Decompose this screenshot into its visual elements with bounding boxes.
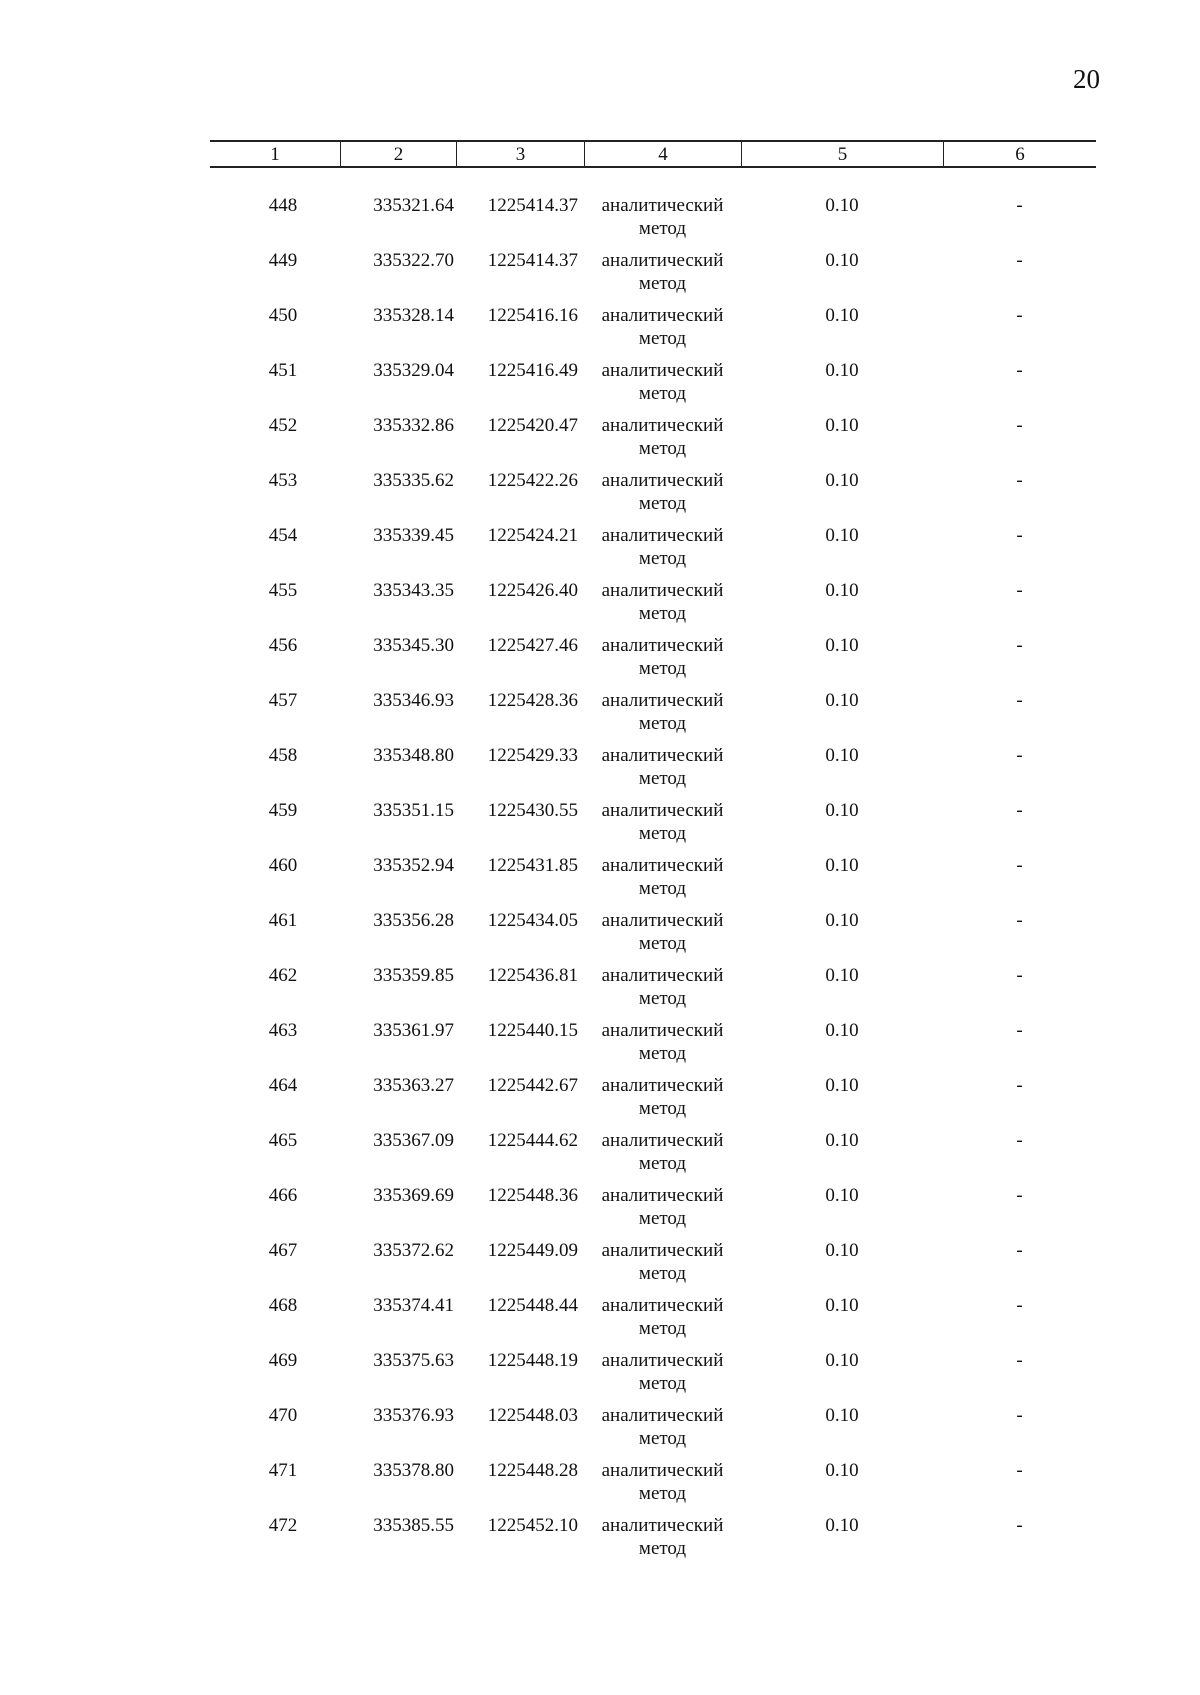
- method-line-1: аналитический: [601, 690, 724, 711]
- x-coordinate-cell: 335345.30: [373, 635, 454, 656]
- point-number-cell: 466: [268, 1185, 298, 1206]
- y-coordinate-cell: 1225452.10: [487, 1515, 578, 1536]
- accuracy-cell: 0.10: [825, 855, 859, 876]
- method-cell: [584, 854, 741, 909]
- table-row: [210, 1239, 1096, 1294]
- method-line-2: метод: [638, 1428, 687, 1449]
- accuracy-cell: 0.10: [825, 415, 859, 436]
- x-coordinate-cell: 335346.93: [373, 690, 454, 711]
- method-line-1: аналитический: [601, 1515, 724, 1536]
- table-row: [210, 359, 1096, 414]
- table-row: [210, 689, 1096, 744]
- note-cell: -: [1016, 855, 1023, 876]
- method-cell: [584, 359, 741, 414]
- method-cell: [584, 964, 741, 1019]
- accuracy-cell: 0.10: [825, 965, 859, 986]
- method-cell: [584, 634, 741, 689]
- table-row: [210, 1459, 1096, 1514]
- x-coordinate-cell: 335356.28: [373, 910, 454, 931]
- method-cell: [584, 469, 741, 524]
- x-coordinate-cell: 335369.69: [373, 1185, 454, 1206]
- method-cell: [584, 909, 741, 964]
- point-number-cell: 459: [268, 800, 298, 821]
- accuracy-cell: 0.10: [825, 1075, 859, 1096]
- note-cell: -: [1016, 360, 1023, 381]
- method-line-1: аналитический: [601, 195, 724, 216]
- method-cell: [584, 799, 741, 854]
- y-coordinate-cell: 1225436.81: [487, 965, 578, 986]
- accuracy-cell: 0.10: [825, 910, 859, 931]
- method-line-2: метод: [638, 1208, 687, 1229]
- note-cell: -: [1016, 1075, 1023, 1096]
- header-cell-3: 3: [456, 142, 584, 166]
- method-line-2: метод: [638, 658, 687, 679]
- table-row: [210, 744, 1096, 799]
- header-cell-4: 4: [584, 142, 741, 166]
- x-coordinate-cell: 335343.35: [373, 580, 454, 601]
- point-number-cell: 456: [268, 635, 298, 656]
- method-line-2: метод: [638, 1263, 687, 1284]
- point-number-cell: 454: [268, 525, 298, 546]
- accuracy-cell: 0.10: [825, 525, 859, 546]
- header-cell-1: 1: [270, 143, 280, 165]
- accuracy-cell: 0.10: [825, 195, 859, 216]
- y-coordinate-cell: 1225449.09: [487, 1240, 578, 1261]
- x-coordinate-cell: 335367.09: [373, 1130, 454, 1151]
- method-line-1: аналитический: [601, 1295, 724, 1316]
- y-coordinate-cell: 1225427.46: [487, 635, 578, 656]
- x-coordinate-cell: 335361.97: [373, 1020, 454, 1041]
- accuracy-cell: 0.10: [825, 1405, 859, 1426]
- method-line-1: аналитический: [601, 1130, 724, 1151]
- y-coordinate-cell: 1225431.85: [487, 855, 578, 876]
- table-row: [210, 249, 1096, 304]
- method-line-2: метод: [638, 1153, 687, 1174]
- point-number-cell: 452: [268, 415, 298, 436]
- method-line-1: аналитический: [601, 1020, 724, 1041]
- method-cell: [584, 1129, 741, 1184]
- y-coordinate-cell: 1225448.03: [487, 1405, 578, 1426]
- note-cell: -: [1016, 525, 1023, 546]
- method-line-2: метод: [638, 273, 687, 294]
- y-coordinate-cell: 1225448.19: [487, 1350, 578, 1371]
- x-coordinate-cell: 335339.45: [373, 525, 454, 546]
- method-line-1: аналитический: [601, 1075, 724, 1096]
- y-coordinate-cell: 1225416.16: [487, 305, 578, 326]
- y-coordinate-cell: 1225424.21: [487, 525, 578, 546]
- method-line-1: аналитический: [601, 470, 724, 491]
- table-row: [210, 799, 1096, 854]
- note-cell: -: [1016, 1460, 1023, 1481]
- x-coordinate-cell: 335378.80: [373, 1460, 454, 1481]
- method-line-2: метод: [638, 768, 687, 789]
- method-line-1: аналитический: [601, 965, 724, 986]
- table-row: [210, 1074, 1096, 1129]
- note-cell: -: [1016, 470, 1023, 491]
- note-cell: -: [1016, 305, 1023, 326]
- method-line-1: аналитический: [601, 250, 724, 271]
- method-line-2: метод: [638, 1373, 687, 1394]
- table-row: [210, 1294, 1096, 1349]
- point-number-cell: 457: [268, 690, 298, 711]
- method-line-2: метод: [638, 1483, 687, 1504]
- note-cell: -: [1016, 910, 1023, 931]
- method-line-1: аналитический: [601, 855, 724, 876]
- note-cell: -: [1016, 1020, 1023, 1041]
- point-number-cell: 460: [268, 855, 298, 876]
- x-coordinate-cell: 335322.70: [373, 250, 454, 271]
- x-coordinate-cell: 335359.85: [373, 965, 454, 986]
- method-cell: [584, 249, 741, 304]
- method-cell: [584, 1019, 741, 1074]
- point-number-cell: 449: [268, 250, 298, 271]
- point-number-cell: 450: [268, 305, 298, 326]
- point-number-cell: 471: [268, 1460, 298, 1481]
- method-cell: [584, 1404, 741, 1459]
- note-cell: -: [1016, 580, 1023, 601]
- note-cell: -: [1016, 250, 1023, 271]
- note-cell: -: [1016, 1295, 1023, 1316]
- note-cell: -: [1016, 415, 1023, 436]
- y-coordinate-cell: 1225420.47: [487, 415, 578, 436]
- accuracy-cell: 0.10: [825, 250, 859, 271]
- point-number-cell: 455: [268, 580, 298, 601]
- method-line-1: аналитический: [601, 525, 724, 546]
- method-cell: [584, 1514, 741, 1569]
- table-row: [210, 194, 1096, 249]
- method-line-2: метод: [638, 1098, 687, 1119]
- point-number-cell: 465: [268, 1130, 298, 1151]
- method-cell: [584, 1459, 741, 1514]
- header-cell-5: 5: [741, 142, 943, 166]
- method-line-2: метод: [638, 218, 687, 239]
- accuracy-cell: 0.10: [825, 305, 859, 326]
- accuracy-cell: 0.10: [825, 800, 859, 821]
- x-coordinate-cell: 335385.55: [373, 1515, 454, 1536]
- method-cell: [584, 1349, 741, 1404]
- y-coordinate-cell: 1225416.49: [487, 360, 578, 381]
- point-number-cell: 470: [268, 1405, 298, 1426]
- method-cell: [584, 1294, 741, 1349]
- x-coordinate-cell: 335335.62: [373, 470, 454, 491]
- method-line-1: аналитический: [601, 360, 724, 381]
- method-line-2: метод: [638, 383, 687, 404]
- method-cell: [584, 414, 741, 469]
- x-coordinate-cell: 335372.62: [373, 1240, 454, 1261]
- note-cell: -: [1016, 1240, 1023, 1261]
- method-line-1: аналитический: [601, 1185, 724, 1206]
- point-number-cell: 468: [268, 1295, 298, 1316]
- method-line-1: аналитический: [601, 1460, 724, 1481]
- accuracy-cell: 0.10: [825, 580, 859, 601]
- y-coordinate-cell: 1225430.55: [487, 800, 578, 821]
- note-cell: -: [1016, 800, 1023, 821]
- y-coordinate-cell: 1225414.37: [487, 195, 578, 216]
- method-cell: [584, 1074, 741, 1129]
- coordinates-table: [210, 140, 1096, 1569]
- table-row: [210, 909, 1096, 964]
- y-coordinate-cell: 1225428.36: [487, 690, 578, 711]
- table-row: [210, 1349, 1096, 1404]
- point-number-cell: 472: [268, 1515, 298, 1536]
- table-row: [210, 304, 1096, 359]
- point-number-cell: 458: [268, 745, 298, 766]
- table-row: [210, 469, 1096, 524]
- table-body: [210, 168, 1096, 1569]
- accuracy-cell: 0.10: [825, 690, 859, 711]
- table-row: [210, 1184, 1096, 1239]
- method-cell: [584, 689, 741, 744]
- method-line-1: аналитический: [601, 635, 724, 656]
- x-coordinate-cell: 335374.41: [373, 1295, 454, 1316]
- point-number-cell: 469: [268, 1350, 298, 1371]
- method-line-1: аналитический: [601, 910, 724, 931]
- y-coordinate-cell: 1225442.67: [487, 1075, 578, 1096]
- accuracy-cell: 0.10: [825, 1295, 859, 1316]
- method-line-1: аналитический: [601, 1405, 724, 1426]
- accuracy-cell: 0.10: [825, 1350, 859, 1371]
- y-coordinate-cell: 1225429.33: [487, 745, 578, 766]
- note-cell: -: [1016, 1515, 1023, 1536]
- method-line-2: метод: [638, 328, 687, 349]
- point-number-cell: 461: [268, 910, 298, 931]
- y-coordinate-cell: 1225448.44: [487, 1295, 578, 1316]
- point-number-cell: 464: [268, 1075, 298, 1096]
- y-coordinate-cell: 1225414.37: [487, 250, 578, 271]
- method-cell: [584, 744, 741, 799]
- y-coordinate-cell: 1225448.36: [487, 1185, 578, 1206]
- method-line-1: аналитический: [601, 1240, 724, 1261]
- table-header-row: [210, 140, 1096, 168]
- note-cell: -: [1016, 1130, 1023, 1151]
- x-coordinate-cell: 335329.04: [373, 360, 454, 381]
- page-number: 20: [1073, 64, 1100, 94]
- method-line-2: метод: [638, 713, 687, 734]
- table-row: [210, 414, 1096, 469]
- table-row: [210, 579, 1096, 634]
- x-coordinate-cell: 335321.64: [373, 195, 454, 216]
- method-line-2: метод: [638, 988, 687, 1009]
- method-line-1: аналитический: [601, 800, 724, 821]
- x-coordinate-cell: 335328.14: [373, 305, 454, 326]
- accuracy-cell: 0.10: [825, 1240, 859, 1261]
- y-coordinate-cell: 1225440.15: [487, 1020, 578, 1041]
- method-cell: [584, 524, 741, 579]
- header-cell-6: 6: [943, 142, 1096, 166]
- method-line-2: метод: [638, 1043, 687, 1064]
- table-row: [210, 1129, 1096, 1184]
- accuracy-cell: 0.10: [825, 1185, 859, 1206]
- method-line-2: метод: [638, 823, 687, 844]
- method-line-2: метод: [638, 603, 687, 624]
- x-coordinate-cell: 335351.15: [373, 800, 454, 821]
- x-coordinate-cell: 335348.80: [373, 745, 454, 766]
- method-line-2: метод: [638, 878, 687, 899]
- point-number-cell: 462: [268, 965, 298, 986]
- point-number-cell: 451: [268, 360, 298, 381]
- method-line-2: метод: [638, 493, 687, 514]
- note-cell: -: [1016, 1185, 1023, 1206]
- table-row: [210, 1019, 1096, 1074]
- point-number-cell: 448: [268, 195, 298, 216]
- method-line-1: аналитический: [601, 745, 724, 766]
- point-number-cell: 467: [268, 1240, 298, 1261]
- table-row: [210, 1514, 1096, 1569]
- method-cell: [584, 304, 741, 359]
- x-coordinate-cell: 335375.63: [373, 1350, 454, 1371]
- x-coordinate-cell: 335363.27: [373, 1075, 454, 1096]
- table-row: [210, 964, 1096, 1019]
- point-number-cell: 453: [268, 470, 298, 491]
- accuracy-cell: 0.10: [825, 745, 859, 766]
- note-cell: -: [1016, 1405, 1023, 1426]
- y-coordinate-cell: 1225444.62: [487, 1130, 578, 1151]
- method-cell: [584, 1239, 741, 1294]
- accuracy-cell: 0.10: [825, 1020, 859, 1041]
- note-cell: -: [1016, 1350, 1023, 1371]
- header-cell-2: 2: [340, 142, 456, 166]
- x-coordinate-cell: 335352.94: [373, 855, 454, 876]
- note-cell: -: [1016, 195, 1023, 216]
- accuracy-cell: 0.10: [825, 635, 859, 656]
- note-cell: -: [1016, 745, 1023, 766]
- y-coordinate-cell: 1225422.26: [487, 470, 578, 491]
- note-cell: -: [1016, 635, 1023, 656]
- table-row: [210, 524, 1096, 579]
- note-cell: -: [1016, 965, 1023, 986]
- x-coordinate-cell: 335376.93: [373, 1405, 454, 1426]
- y-coordinate-cell: 1225434.05: [487, 910, 578, 931]
- method-line-2: метод: [638, 933, 687, 954]
- method-line-2: метод: [638, 1538, 687, 1559]
- method-line-1: аналитический: [601, 1350, 724, 1371]
- method-cell: [584, 194, 741, 249]
- method-cell: [584, 579, 741, 634]
- method-line-2: метод: [638, 1318, 687, 1339]
- table-row: [210, 1404, 1096, 1459]
- accuracy-cell: 0.10: [825, 1460, 859, 1481]
- method-line-1: аналитический: [601, 305, 724, 326]
- method-cell: [584, 1184, 741, 1239]
- method-line-1: аналитический: [601, 580, 724, 601]
- accuracy-cell: 0.10: [825, 1130, 859, 1151]
- accuracy-cell: 0.10: [825, 470, 859, 491]
- method-line-2: метод: [638, 548, 687, 569]
- accuracy-cell: 0.10: [825, 1515, 859, 1536]
- accuracy-cell: 0.10: [825, 360, 859, 381]
- table-row: [210, 854, 1096, 909]
- point-number-cell: 463: [268, 1020, 298, 1041]
- table-row: [210, 634, 1096, 689]
- method-line-1: аналитический: [601, 415, 724, 436]
- y-coordinate-cell: 1225426.40: [487, 580, 578, 601]
- method-line-2: метод: [638, 438, 687, 459]
- note-cell: -: [1016, 690, 1023, 711]
- x-coordinate-cell: 335332.86: [373, 415, 454, 436]
- y-coordinate-cell: 1225448.28: [487, 1460, 578, 1481]
